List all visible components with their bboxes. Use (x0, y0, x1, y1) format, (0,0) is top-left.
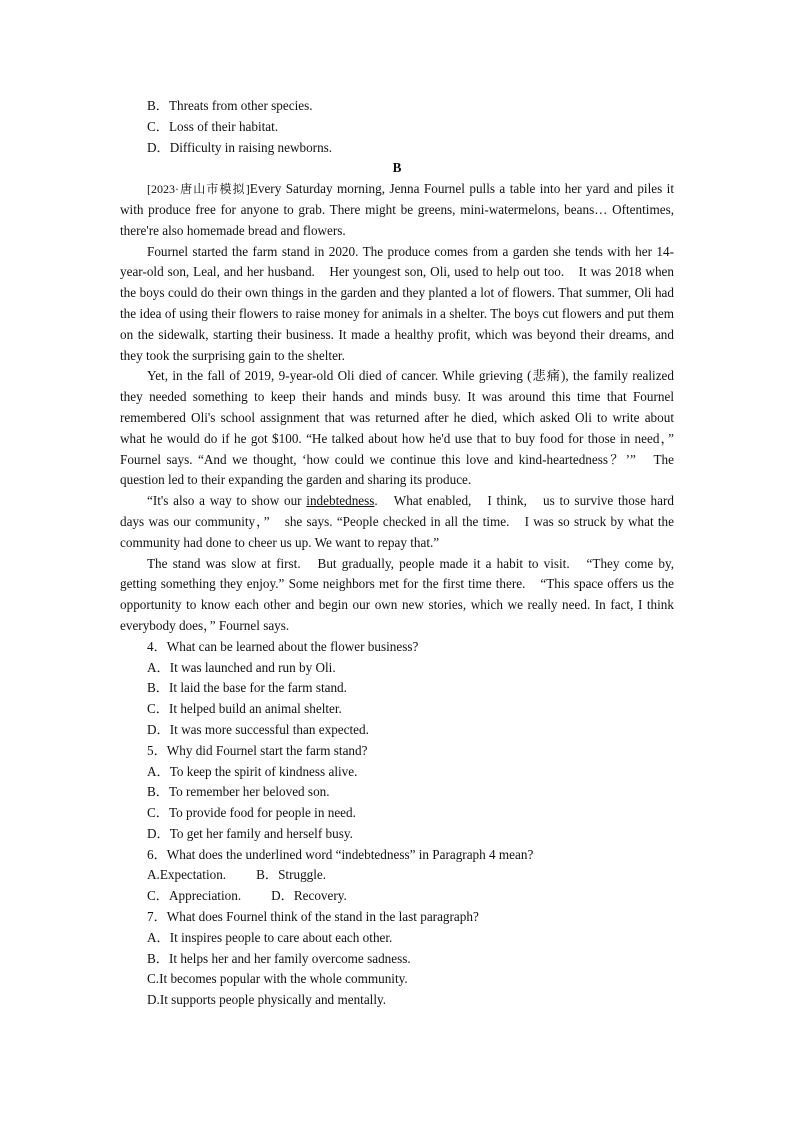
option-b: B．It laid the base for the farm stand. (147, 680, 347, 696)
option-a: A．It was launched and run by Oli. (147, 659, 336, 675)
option-a: A．To keep the spirit of kindness alive. (147, 763, 358, 779)
question-stem: 4．What can be learned about the flower business? (147, 638, 419, 654)
option-d: D．Recovery. (271, 888, 347, 904)
source-tag: [2023·唐山市模拟] (147, 182, 250, 197)
paragraph-4-start: “It's also a way to show our (147, 493, 307, 509)
section-label: B (392, 160, 402, 176)
option-b: B．To remember her beloved son. (147, 784, 330, 800)
passage-paragraph-5: The stand was slow at first. But gradually, people made it a habit to visit. “They come by, getting something they enjoy.” Some neighbors met for the first time there. “This space offers us the opportunity to know each other and begin our own new stories, which we really need. In fact, I think everybody does，” Fournel says. (120, 555, 674, 633)
option-c: C．To provide food for people in need. (147, 805, 356, 821)
option-c: C．Appreciation. (147, 888, 242, 904)
passage-paragraph-4 (120, 491, 674, 553)
question-stem: 6．What does the underlined word “indebtedness” in Paragraph 4 mean? (147, 846, 534, 862)
question-6 (120, 845, 674, 907)
question-5 (120, 741, 674, 845)
prev-question-option-d: D．Difficulty in raising newborns. (147, 139, 333, 155)
options-row-2 (120, 886, 674, 907)
paragraph-1-text: Every Saturday morning, Jenna Fournel pulls a table into her yard and piles it with produce free for anyone to grab. There might be greens, mini-watermelons, beans… Oftentimes, there're also homemade bread and flowers. (120, 181, 674, 238)
option-a: A．It inspires people to care about each other. (147, 929, 393, 945)
question-7 (120, 907, 674, 1011)
question-4 (120, 637, 674, 741)
prev-question-option-c: C．Loss of their habitat. (147, 118, 279, 134)
option-c: C.It becomes popular with the whole community. (147, 971, 408, 987)
question-stem: 5．Why did Fournel start the farm stand? (147, 742, 368, 758)
worksheet-page (120, 96, 674, 1011)
paragraph-4-end: . What enabled, I think, us to survive those hard days was our community，” she says. “People checked in all the time. I was so struck by what the community had done to cheer us up. We want to repay that.” (120, 493, 674, 550)
option-c: C．It helped build an animal shelter. (147, 701, 342, 717)
passage-paragraph-2: Fournel started the farm stand in 2020. The produce comes from a garden she tends with her 14-year-old son, Leal, and her husband. Her youngest son, Oli, used to help out too. It was 2018 when the boys could do their own things in the garden and they planted a lot of flowers. That summer, Oli had the idea of using their flowers to raise money for animals in a shelter. The boys cut flowers and put them on the sidewalk, starting their business. It made a healthy profit, which was beyond their dreams, and they took the surprising gain to the shelter. (120, 243, 674, 363)
option-b: B．It helps her and her family overcome sadness. (147, 950, 411, 966)
option-a: A.Expectation. (147, 867, 227, 883)
option-d: D.It supports people physically and mentally. (147, 992, 387, 1008)
options-row-1 (120, 865, 674, 886)
option-d: D．It was more successful than expected. (147, 721, 369, 737)
option-b: B．Struggle. (256, 867, 327, 883)
underlined-word: indebtedness (306, 493, 375, 509)
prev-question-option-b: B．Threats from other species. (147, 98, 313, 113)
passage-paragraph-1 (120, 179, 674, 241)
question-stem: 7．What does Fournel think of the stand in the last paragraph? (147, 909, 479, 925)
passage-paragraph-3: Yet, in the fall of 2019, 9-year-old Oli died of cancer. While grieving (悲痛), the family realized they needed something to keep their hands and minds busy. It was around this time that Fournel remembered Oli's school assignment that was returned after he died, which asked Oli to write about what he would do if he got $100. “He talked about how he'd use that to buy food for those in need，” Fournel says. “And we thought, ‘how could we continue this love and kind-heartedness？’” The question led to their expanding the garden and sharing its produce. (120, 368, 674, 488)
option-d: D．To get her family and herself busy. (147, 825, 353, 841)
